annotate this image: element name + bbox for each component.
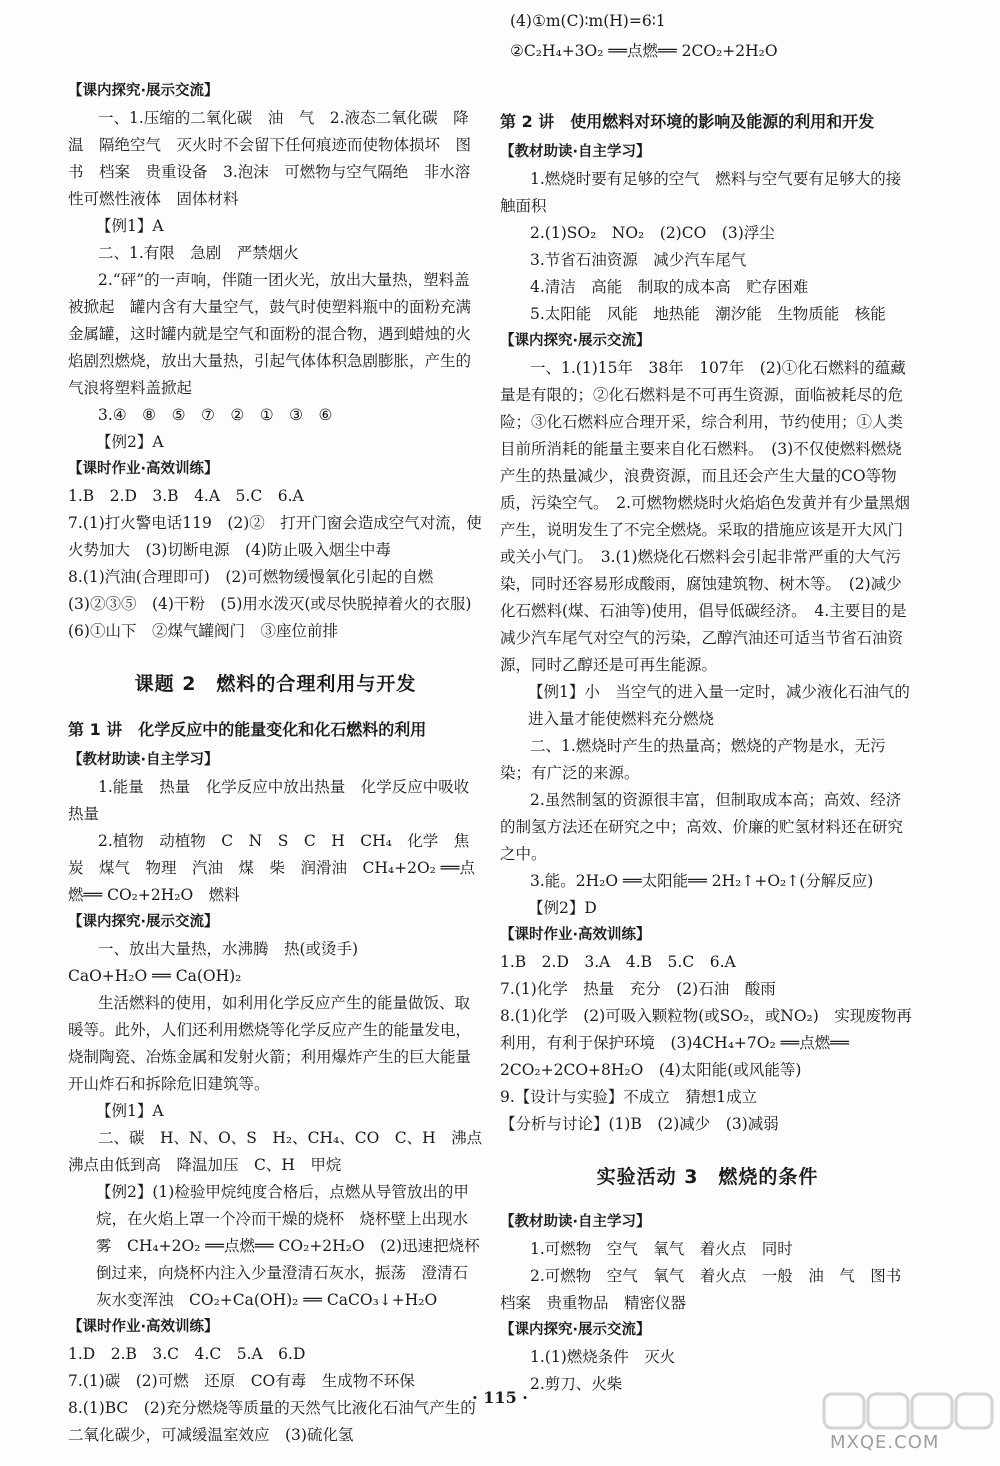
answer-paragraph: 生活燃料的使用，如利用化学反应产生的能量做饭、取暖等。此外，人们还利用燃烧等化学反应产生的能量发电，烧制陶瓷、冶炼金属和发射火箭；利用爆炸产生的巨大能量开山炸石和拆除危旧建筑等。 [68,994,472,1093]
section-heading: 【教材助读·自主学习】 [500,1214,651,1230]
answer-paragraph: 2.(1)SO₂ NO₂ (2)CO (3)浮尘 [530,224,775,242]
text-line: ②C₂H₄+3O₂ ══点燃══ 2CO₂+2H₂O [510,42,778,60]
answer-paragraph: 一、放出大量热，水沸腾 热(或烫手) [98,940,359,958]
lesson-title: 课题 2 燃料的合理利用与开发 [134,673,417,695]
answer-paragraph: 1.B 2.D 3.A 4.B 5.C 6.A [500,953,736,971]
section-heading: 【课内探究·展示交流】 [500,1322,651,1338]
section-heading: 【课时作业·高效训练】 [500,927,651,943]
section-heading: 【课内探究·展示交流】 [68,83,219,99]
answer-paragraph: 二、1.有限 急剧 严禁烟火 [98,244,299,262]
answer-paragraph: 1.能量 热量 化学反应中放出热量 化学反应中吸收热量 [68,778,470,823]
answer-paragraph: 1.B 2.D 3.B 4.A 5.C 6.A [68,487,304,505]
example-answer: 【例2】A [96,433,164,451]
answer-paragraph: 2.植物 动植物 C N S C H CH₄ 化学 焦炭 煤气 物理 汽油 煤 柴 润滑油 CH₄+2O₂ ══点燃══ CO₂+2H₂O 燃料 [68,832,475,904]
answer-paragraph: 1.D 2.B 3.C 4.C 5.A 6.D [68,1345,306,1363]
answer-paragraph: 二、碳 H、N、O、S H₂、CH₄、CO C、H 沸点 沸点由低到高 降温加压 C、H 甲烷 [68,1129,498,1174]
section-heading: 【课内探究·展示交流】 [68,914,219,930]
answer-paragraph: 2.“砰”的一声响，伴随一团火光，放出大量热，塑料盖被掀起 罐内含有大量空气，鼓气时使塑料瓶中的面粉充满金属罐，这时罐内就是空气和面粉的混合物，遇到蜡烛的火焰剧烈燃烧，放出大量热，引起气体体积急剧膨胀，产生的气浪将塑料盖掀起 [68,271,472,397]
left-column [68,78,498,1449]
answer-paragraph: 8.(1)化学 (2)可吸入颗粒物(或SO₂，或NO₂) 实现废物再利用，有利于保护环境 (3)4CH₄+7O₂ ══点燃══ 2CO₂+2CO+8H₂O (4)太阳能(或风能等) [500,1007,912,1079]
right-column [500,102,915,1398]
answer-paragraph: 1.(1)燃烧条件 灭火 [530,1348,676,1366]
lesson-title: 实验活动 3 燃烧的条件 [596,1166,819,1188]
answer-paragraph: 1.可燃物 空气 氧气 着火点 同时 [530,1240,793,1258]
answer-paragraph: 3.④ ⑧ ⑤ ⑦ ② ① ③ ⑥ [98,406,333,424]
answer-paragraph: 5.太阳能 风能 地热能 潮汐能 生物质能 核能 [530,305,886,323]
answer-paragraph: 3.能。2H₂O ══太阳能══ 2H₂↑+O₂↑(分解反应) [530,872,874,890]
example-answer: 【例1】A [96,217,164,235]
page-number: · 115 · [472,1388,528,1407]
answer-paragraph: 9.【设计与实验】不成立 猜想1成立 [500,1088,758,1106]
lecture-heading: 第 2 讲 使用燃料对环境的影响及能源的利用和开发 [500,112,875,131]
example-answer: 【例2】D [528,899,597,917]
answer-paragraph: 1.燃烧时要有足够的空气 燃料与空气要有足够大的接触面积 [500,170,902,215]
answer-paragraph: 二、1.燃烧时产生的热量高；燃烧的产物是水，无污染；有广泛的来源。 [500,737,886,782]
answer-paragraph: 【分析与讨论】(1)B (2)减少 (3)减弱 [500,1115,779,1133]
answer-paragraph: 2.可燃物 空气 氧气 着火点 一般 油 气 图书 档案 贵重物品 精密仪器 [500,1267,917,1312]
answer-paragraph: 7.(1)化学 热量 充分 (2)石油 酸雨 [500,980,776,998]
top-right-continuation [510,6,930,66]
example-answer: 【例2】(1)检验甲烷纯度合格后，点燃从导管放出的甲烷，在火焰上罩一个冷而干燥的烧杯 烧杯壁上出现水雾 CH₄+2O₂ ══点燃══ CO₂+2H₂O (2)迅速把烧杯倒过来，向烧杯内注入少量澄清石灰水，振荡 澄清石灰水变浑浊 CO₂+Ca(OH)₂ ══ CaCO₃↓+H₂O [96,1183,480,1309]
answer-paragraph: 7.(1)碳 (2)可燃 还原 CO有毒 生成物不环保 [68,1372,415,1390]
section-heading: 【教材助读·自主学习】 [500,144,651,160]
example-answer: 【例1】小 当空气的进入量一定时，减少液化石油气的进入量才能使燃料充分燃烧 [528,683,910,728]
example-answer: 【例1】A [96,1102,164,1120]
section-heading: 【课时作业·高效训练】 [68,1319,219,1335]
answer-paragraph: 2.剪刀、火柴 [530,1375,623,1393]
answer-paragraph: 2.虽然制氢的资源很丰富，但制取成本高；高效、经济的制氢方法还在研究之中；高效、价廉的贮氢材料还在研究之中。 [500,791,904,863]
answer-paragraph: 7.(1)打火警电话119 (2)② 打开门窗会造成空气对流，使火势加大 (3)切断电源 (4)防止吸入烟尘中毒 [68,514,482,559]
answer-paragraph: 8.(1)BC (2)充分燃烧等质量的天然气比液化石油气产生的二氧化碳少，可减缓温室效应 (3)硫化氢 [68,1399,476,1444]
answer-paragraph: 一、1.压缩的二氧化碳 油 气 2.液态二氧化碳 降温 隔绝空气 灭火时不会留下任何痕迹而使物体损坏 图书 档案 贵重设备 3.泡沫 可燃物与空气隔绝 非水溶性可燃性液体 固体材料 [68,109,472,208]
lecture-heading: 第 1 讲 化学反应中的能量变化和化石燃料的利用 [68,720,427,739]
section-heading: 【教材助读·自主学习】 [68,752,219,768]
section-heading: 【课内探究·展示交流】 [500,333,651,349]
answer-paragraph: 8.(1)汽油(合理即可) (2)可燃物缓慢氧化引起的自燃 (3)②③⑤ (4)干粉 (5)用水泼灭(或尽快脱掉着火的衣服) (6)①山下 ②煤气罐阀门 ③座位前排 [68,568,487,640]
watermark-text: MXQE.COM [830,1432,940,1453]
answer-paragraph: 3.节省石油资源 减少汽车尾气 [530,251,747,269]
answer-paragraph: CaO+H₂O ══ Ca(OH)₂ [68,967,242,985]
answer-paragraph: 4.清洁 高能 制取的成本高 贮存困难 [530,278,809,296]
answer-paragraph: 一、1.(1)15年 38年 107年 (2)①化石燃料的蕴藏量是有限的；②化石燃料是不可再生资源，面临被耗尽的危险；③化石燃料应合理开采，综合利用，节约使用；①人类目前所消耗的能量主要来自化石燃料。 (3)不仅使燃料燃烧产生的热量减少，浪费资源，而且还会产生大量的CO等物质，污染空气。 2.可燃物燃烧时火焰焰色发黄并有少量黑烟产生，说明发生了不完全燃烧。采取的措施应该是开大风门或关小气门。 3.(1)燃烧化石燃料会引起非常严重的大气污染，同时还容易形成酸雨，腐蚀建筑物、树木等。 (2)减少化石燃料(煤、石油等)使用，倡导低碳经济。 4.主要目的是减少汽车尾气对空气的污染，乙醇汽油还可适当节省石油资源，同时乙醇还是可再生能源。 [500,359,911,674]
section-heading: 【课时作业·高效训练】 [68,461,219,477]
text-line: (4)①m(C)∶m(H)=6∶1 [510,12,666,30]
